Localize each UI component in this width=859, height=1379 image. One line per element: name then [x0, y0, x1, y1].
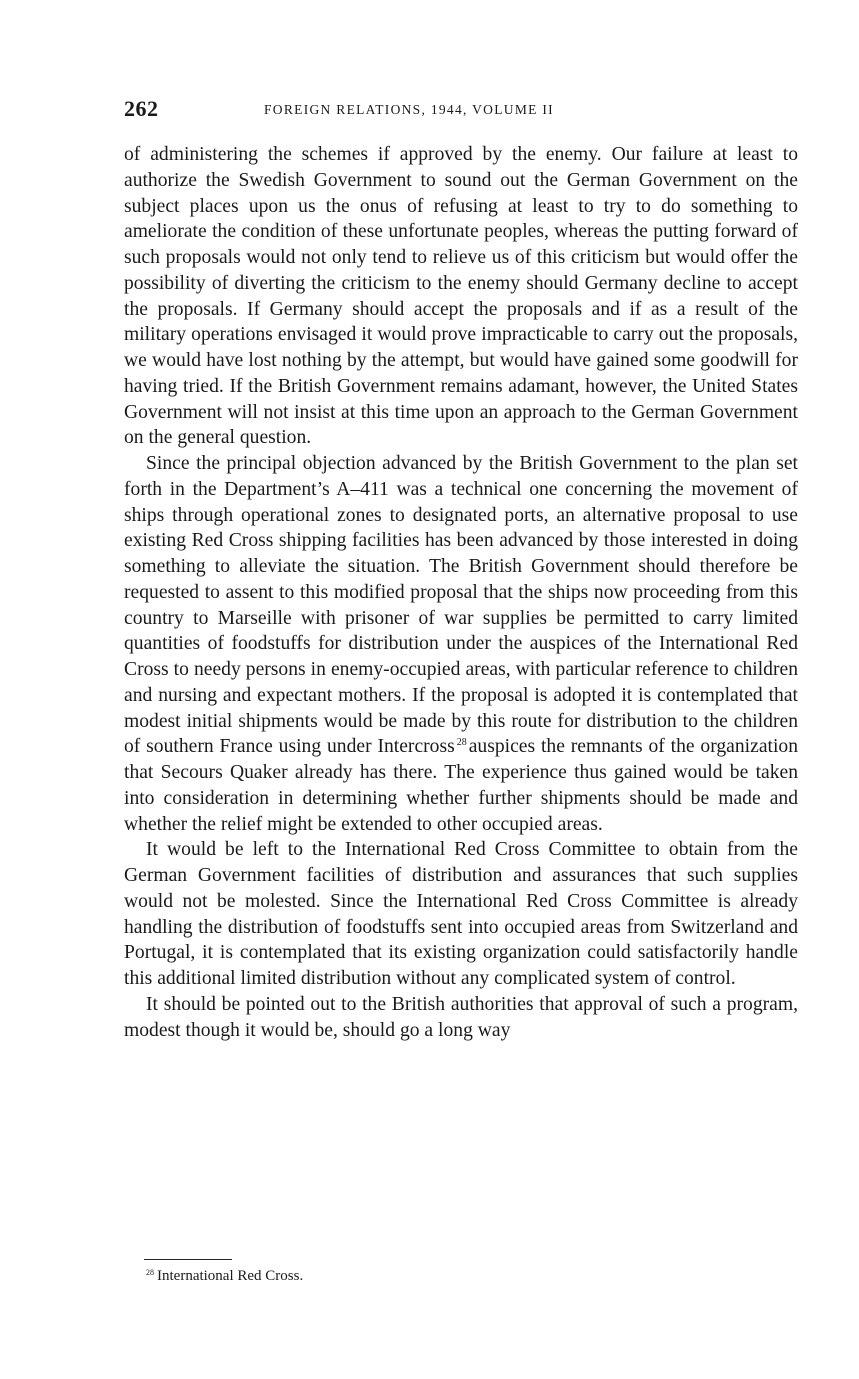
paragraph-4: It should be pointed out to the British authorities that approval of such a program, modest though it would be, should go a long way [124, 993, 798, 1041]
paragraph-3: It would be left to the International Red Cross Committee to obtain from the German Government facilities of distribution and assurances that such supplies would not be molested. Since the International Red Cross Committee is already handling the distribution of foodstuffs sent into occupied areas from Switzerland and Portugal, it is contemplated that its existing organization could satisfactorily handle this additional limited distribution without any complicated system of control. [124, 839, 798, 989]
footnote-divider [144, 1259, 232, 1260]
footnote-text: International Red Cross. [157, 1268, 304, 1284]
footnote-reference[interactable]: 28 [456, 737, 467, 749]
footnote [146, 1268, 303, 1285]
footnote-marker: 28 [146, 1268, 154, 1277]
page-header [124, 96, 804, 132]
paragraph-2-text-b: auspices the remnants of the organization that Secours Quaker already has there. The experience thus gained would be taken into consideration in determining whether further shipments should be made and whether the relief might be extended to other occupied areas. [124, 736, 798, 835]
paragraph-1: of administering the schemes if approved by the enemy. Our failure at least to authorize the Swedish Government to sound out the German Government on the subject places upon us the onus of refusing at least to try to do something to ameliorate the condition of these unfortunate peoples, whereas the putting forward of such proposals would not only tend to relieve us of this criticism but would offer the possibility of diverting the criticism to the enemy should Germany decline to accept the proposals. If Germany should accept the proposals and if as a result of the military operations envisaged it would prove impracticable to carry out the proposals, we would have lost nothing by the attempt, but would have gained some goodwill for having tried. If the British Government remains adamant, however, the United States Government will not insist at this time upon an approach to the German Government on the general question. [124, 144, 798, 449]
paragraph-2 [124, 451, 798, 837]
running-head: FOREIGN RELATIONS, 1944, VOLUME II [264, 102, 554, 117]
body-text [124, 142, 798, 1043]
paragraph-2-text-a: Since the principal objection advanced by the British Government to the plan set forth in the Department’s A–411 was a technical one concerning the movement of ships through operational zones to designated ports, an alternative proposal to use existing Red Cross shipping facilities has been advanced by those interested in doing something to alleviate the situation. The British Government should therefore be requested to assent to this modified proposal that the ships now proceeding from this country to Marseille with prisoner of war supplies be permitted to carry limited quantities of foodstuffs for distribution under the auspices of the International Red Cross to needy persons in enemy-occupied areas, with particular reference to children and nursing and expectant mothers. If the proposal is adopted it is contemplated that modest initial shipments would be made by this route for distribution to the children of southern France using under Intercross [124, 453, 798, 758]
page-number: 262 [124, 96, 159, 121]
